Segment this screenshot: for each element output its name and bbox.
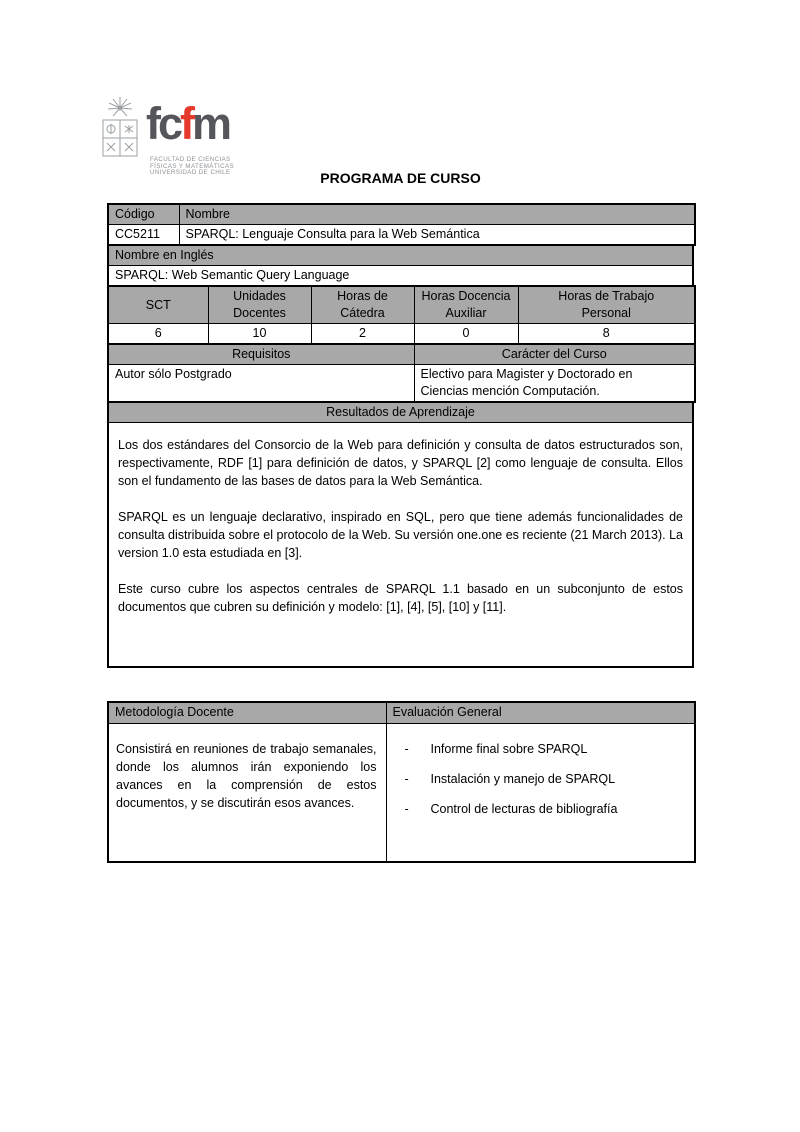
list-item (405, 740, 685, 758)
caracter-value-text: Electivo para Magister y Doctorado en Ciencias mención Computación. (420, 367, 633, 398)
resultados-paragraph-1: Los dos estándares del Consorcio de la Web para definición y consulta de datos estructurados son, respectivamente, RDF [1] para definición de datos, y SPARQL [2] como lenguaje de consulta. Ellos son el fundamento de las bases de datos para la Web Semántica. (118, 438, 683, 488)
evaluacion-list (393, 725, 689, 818)
caracter-header-cell: Carácter del Curso (414, 344, 695, 365)
evaluacion-item-2: Instalación y manejo de SPARQL (430, 772, 616, 786)
codigo-value-cell: CC5211 (108, 225, 179, 246)
horas-catedra-header-label: Horas de Cátedra (337, 289, 388, 320)
resultados-header-cell: Resultados de Aprendizaje (108, 402, 693, 423)
evaluacion-list-cell (386, 724, 695, 862)
horas-trabajo-personal-header-label: Horas de Trabajo Personal (558, 289, 655, 320)
learning-results-table (107, 401, 694, 668)
nombre-ingles-header-cell: Nombre en Inglés (108, 245, 693, 266)
horas-docencia-auxiliar-header-label: Horas Docencia Auxiliar (421, 289, 511, 320)
unidades-docentes-header-cell (208, 286, 311, 324)
sct-value-cell: 6 (108, 324, 208, 345)
hours-table (107, 285, 696, 345)
course-program-document (107, 203, 694, 863)
table-row (108, 324, 695, 345)
metodologia-text-cell (108, 724, 386, 862)
horas-trabajo-personal-value-cell: 8 (518, 324, 695, 345)
table-row (108, 204, 695, 225)
metodologia-header-cell: Metodología Docente (108, 702, 386, 724)
tagline-line1: FACULTAD DE CIENCIAS (150, 156, 231, 163)
metodologia-text: Consistirá en reuniones de trabajo semanales, donde los alumnos irán exponiendo los avances en la comprensión de estos documentos, y se discutirán esos avances. (116, 742, 377, 810)
nombre-header-cell: Nombre (179, 204, 695, 225)
horas-catedra-value-cell: 2 (311, 324, 414, 345)
table-row (108, 423, 693, 667)
sct-header-cell (108, 286, 208, 324)
dash-bullet-icon: - (404, 802, 409, 816)
fcfm-logo-part1: fc (146, 98, 181, 149)
code-name-table (107, 203, 696, 246)
requisitos-header-cell: Requisitos (108, 344, 414, 365)
page-title: PROGRAMA DE CURSO (320, 170, 481, 186)
resultados-text-cell (108, 423, 693, 667)
horas-docencia-auxiliar-header-cell (414, 286, 518, 324)
unidades-docentes-value-cell: 10 (208, 324, 311, 345)
tagline-line2: FÍSICAS Y MATEMÁTICAS (150, 162, 235, 170)
caracter-value-cell (414, 365, 695, 403)
unidades-docentes-header-label: Unidades Docentes (233, 289, 286, 320)
horas-docencia-auxiliar-value-cell: 0 (414, 324, 518, 345)
dash-bullet-icon: - (404, 772, 409, 786)
table-row (108, 266, 693, 287)
sct-header-label: SCT (145, 297, 171, 312)
resultados-paragraph-2: SPARQL es un lenguaje declarativo, inspirado en SQL, pero que tiene además funcionalidades de consulta distribuida sobre el protocolo de la Web. Su versión one.one es reciente (21 March 2013). La version 1.0 esta estudiada en [3]. (118, 510, 683, 560)
evaluacion-item-3: Control de lecturas de bibliografía (430, 802, 618, 816)
horas-trabajo-personal-header-cell (518, 286, 695, 324)
fcfm-logo-part2: f (180, 98, 193, 149)
evaluacion-header-cell: Evaluación General (386, 702, 695, 724)
methodology-evaluation-table (107, 701, 696, 863)
nombre-ingles-value-cell: SPARQL: Web Semantic Query Language (108, 266, 693, 287)
codigo-header-cell: Código (108, 204, 179, 225)
table-row (108, 402, 693, 423)
tagline-line3: UNIVERSIDAD DE CHILE (150, 169, 231, 177)
requisites-table (107, 343, 696, 403)
evaluacion-item-1: Informe final sobre SPARQL (430, 742, 588, 756)
english-name-table (107, 244, 694, 287)
table-row (108, 286, 695, 324)
nombre-value-cell: SPARQL: Lenguaje Consulta para la Web Semántica (179, 225, 695, 246)
list-item (405, 800, 685, 818)
table-row (108, 724, 695, 862)
table-row (108, 344, 695, 365)
dash-bullet-icon: - (404, 742, 409, 756)
fcfm-logo (146, 98, 229, 150)
list-item (405, 770, 685, 788)
fcfm-logo-part3: m (192, 98, 230, 149)
table-row (108, 245, 693, 266)
horas-catedra-header-cell (311, 286, 414, 324)
table-row (108, 702, 695, 724)
table-row (108, 225, 695, 246)
requisitos-value-cell: Autor sólo Postgrado (108, 365, 414, 403)
university-crest-icon (98, 96, 142, 167)
resultados-paragraph-3: Este curso cubre los aspectos centrales de SPARQL 1.1 basado en un subconjunto de estos documentos que cubren su definición y modelo: [1], [4], [5], [10] y [11]. (118, 582, 683, 614)
table-row (108, 365, 695, 403)
